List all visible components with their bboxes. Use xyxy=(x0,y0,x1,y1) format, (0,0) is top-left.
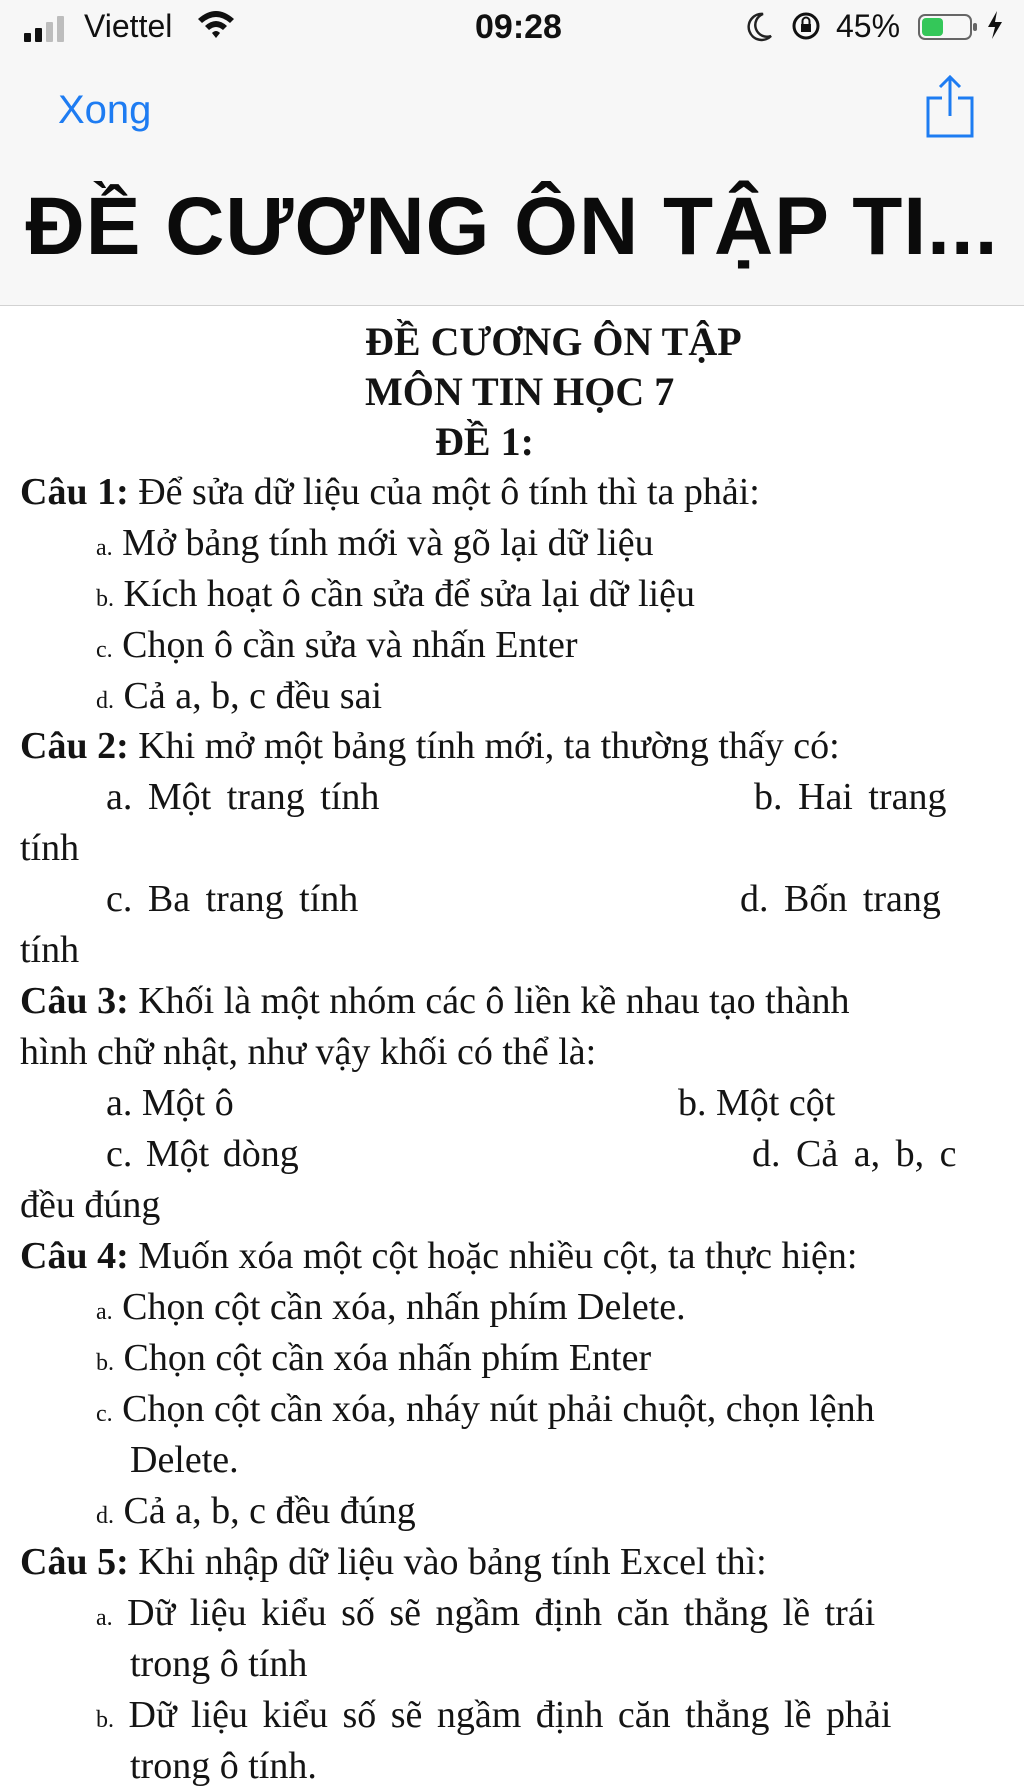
q5-option-b-mark: b. xyxy=(96,1707,114,1733)
wifi-icon xyxy=(196,9,236,47)
q1-option-c xyxy=(96,626,578,664)
viewer-chrome xyxy=(0,0,1024,306)
question-5 xyxy=(20,1543,767,1581)
q4-option-a xyxy=(96,1288,686,1326)
q4-option-c-mark: c. xyxy=(96,1401,113,1427)
question-1-text: Để sửa dữ liệu của một ô tính thì ta phải: xyxy=(128,471,760,513)
question-2-label: Câu 2: xyxy=(20,725,129,767)
doc-header-subject: MÔN TIN HỌC 7 xyxy=(365,369,675,414)
question-3 xyxy=(20,982,850,1020)
q5-option-a-cont: trong ô tính xyxy=(130,1643,308,1685)
q1-option-d xyxy=(96,677,382,715)
question-3-text-cont: hình chữ nhật, như vậy khối có thể là: xyxy=(20,1031,597,1073)
q3-option-d-cont: đều đúng xyxy=(20,1184,161,1226)
orientation-lock-icon xyxy=(790,10,822,50)
question-3-label: Câu 3: xyxy=(20,980,129,1022)
q5-option-a-mark: a. xyxy=(96,1605,113,1631)
q2-option-d: d. Bốn trang xyxy=(740,878,941,920)
q4-option-c xyxy=(96,1390,875,1428)
question-5-label: Câu 5: xyxy=(20,1541,129,1583)
q5-option-b-cont: trong ô tính. xyxy=(130,1745,317,1787)
carrier-name: Viettel xyxy=(84,8,173,44)
q3-option-b: b. Một cột xyxy=(678,1082,836,1124)
q2-option-a: a. Một trang tính xyxy=(106,776,380,818)
doc-header-title: ĐỀ CƯƠNG ÔN TẬP xyxy=(365,319,742,364)
q1-option-b-mark: b. xyxy=(96,586,114,612)
q4-option-b-text: Chọn cột cần xóa nhấn phím Enter xyxy=(123,1337,652,1379)
question-4-label: Câu 4: xyxy=(20,1235,129,1277)
q1-option-c-text: Chọn ô cần sửa và nhấn Enter xyxy=(122,624,578,666)
question-1-label: Câu 1: xyxy=(20,471,129,513)
q2-option-b-cont: tính xyxy=(20,827,80,869)
charging-bolt-icon xyxy=(986,10,1004,48)
q4-option-b-mark: b. xyxy=(96,1350,114,1376)
question-2 xyxy=(20,727,840,765)
q1-option-c-mark: c. xyxy=(96,637,113,663)
status-bar xyxy=(0,0,1024,56)
q1-option-d-text: Cả a, b, c đều sai xyxy=(123,675,383,717)
q4-option-c-cont: Delete. xyxy=(130,1439,239,1481)
share-icon[interactable] xyxy=(924,74,976,145)
q4-option-c-text: Chọn cột cần xóa, nháy nút phải chuột, chọn lệnh xyxy=(122,1388,875,1430)
q1-option-a-text: Mở bảng tính mới và gõ lại dữ liệu xyxy=(122,522,654,564)
q5-option-a xyxy=(96,1594,875,1632)
q5-option-b-text: Dữ liệu kiểu số sẽ ngầm định căn thẳng lề phải xyxy=(128,1694,892,1736)
done-button[interactable]: Xong xyxy=(58,88,152,132)
q3-option-a: a. Một ô xyxy=(106,1082,234,1124)
q1-option-d-mark: d. xyxy=(96,688,114,714)
q4-option-d xyxy=(96,1492,416,1530)
q3-option-d: d. Cả a, b, c xyxy=(752,1133,957,1175)
battery-percent: 45% xyxy=(836,8,901,44)
q5-option-b xyxy=(96,1696,891,1734)
q4-option-a-mark: a. xyxy=(96,1299,113,1325)
q4-option-b xyxy=(96,1339,651,1377)
q1-option-b-text: Kích hoạt ô cần sửa để sửa lại dữ liệu xyxy=(123,573,695,615)
question-4-text: Muốn xóa một cột hoặc nhiều cột, ta thực hiện: xyxy=(128,1235,858,1277)
question-4 xyxy=(20,1237,857,1275)
q4-option-a-text: Chọn cột cần xóa, nhấn phím Delete. xyxy=(122,1286,686,1328)
q4-option-d-mark: d. xyxy=(96,1503,114,1529)
q2-option-d-cont: tính xyxy=(20,929,80,971)
do-not-disturb-icon xyxy=(745,12,773,50)
question-1 xyxy=(20,473,760,511)
q3-option-c: c. Một dòng xyxy=(106,1133,299,1175)
document-title: ĐỀ CƯƠNG ÔN TẬP TI... xyxy=(25,181,999,272)
battery-icon xyxy=(918,12,978,49)
question-3-text: Khối là một nhóm các ô liền kề nhau tạo thành xyxy=(128,980,850,1022)
status-time: 09:28 xyxy=(475,8,562,46)
q2-option-b: b. Hai trang xyxy=(754,776,947,818)
question-2-text: Khi mở một bảng tính mới, ta thường thấy có: xyxy=(128,725,840,767)
cellular-signal-icon xyxy=(24,13,76,50)
q1-option-a xyxy=(96,524,654,562)
q5-option-a-text: Dữ liệu kiểu số sẽ ngầm định căn thẳng lề trái xyxy=(127,1592,876,1634)
q4-option-d-text: Cả a, b, c đều đúng xyxy=(123,1490,416,1532)
q1-option-b xyxy=(96,575,695,613)
q1-option-a-mark: a. xyxy=(96,535,113,561)
q2-option-c: c. Ba trang tính xyxy=(106,878,359,920)
doc-header-exam: ĐỀ 1: xyxy=(435,419,534,464)
question-5-text: Khi nhập dữ liệu vào bảng tính Excel thì: xyxy=(128,1541,767,1583)
